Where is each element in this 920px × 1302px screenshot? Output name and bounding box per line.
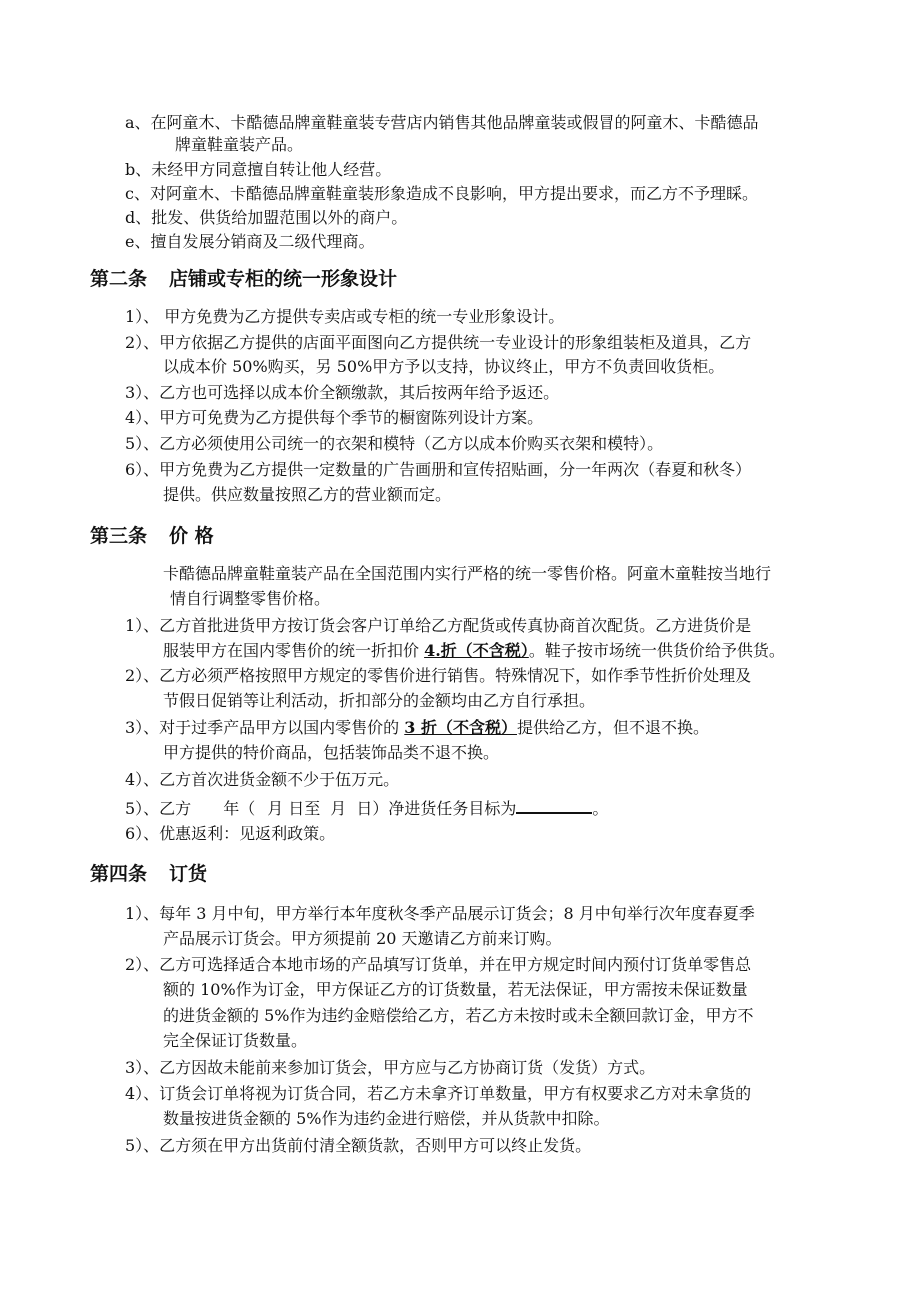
- article-2-heading: [90, 267, 397, 291]
- clause-a-line2: 牌童鞋童装产品。: [175, 135, 304, 154]
- article-3-item-5-target: 日）净进货任务目标为: [356, 799, 517, 818]
- target-blank-field: [516, 798, 592, 814]
- article-3-item-1-line1: 1）、乙方首批进货甲方按订货会客户订单给乙方配货或传真协商首次配货。乙方进货价是: [125, 616, 752, 635]
- article-4-item-2-line4: 完全保证订货数量。: [163, 1031, 308, 1050]
- article-3-number: 第三条: [90, 525, 148, 547]
- article-3-item-5-from: 月 日至: [267, 799, 321, 818]
- article-3-item-3-line1: [125, 718, 709, 738]
- article-2-title: 店铺或专柜的统一形象设计: [169, 268, 398, 290]
- clause-d: d、批发、供货给加盟范围以外的商户。: [125, 208, 408, 227]
- article-3-item-5-month: 月: [330, 799, 347, 818]
- article-3-item-5: [125, 798, 608, 819]
- article-4-item-5: 5）、乙方须在甲方出货前付清全额货款，否则甲方可以终止发货。: [125, 1136, 592, 1155]
- article-3-intro-line1: 卡酷德品牌童鞋童装产品在全国范围内实行严格的统一零售价格。阿童木童鞋按当地行: [163, 564, 772, 583]
- article-4-item-2-line3: 的进货金额的 5%作为违约金赔偿给乙方，若乙方未按时或未全额回款订金，甲方不: [163, 1006, 754, 1025]
- article-2-item-4: 4）、甲方可免费为乙方提供每个季节的橱窗陈列设计方案。: [125, 408, 544, 427]
- article-4-item-2-line2: 额的 10%作为订金，甲方保证乙方的订货数量，若无法保证，甲方需按未保证数量: [163, 980, 748, 999]
- article-3-intro-line2: 情自行调整零售价格。: [170, 589, 331, 608]
- clause-a-line1: a、在阿童木、卡酷德品牌童鞋童装专营店内销售其他品牌童装或假冒的阿童木、卡酷德品: [125, 113, 759, 132]
- article-4-item-2-line1: 2）、乙方可选择适合本地市场的产品填写订货单，并在甲方规定时间内预付订货单零售总: [125, 955, 752, 974]
- article-3-item-6: 6）、优惠返利：见返利政策。: [125, 824, 336, 843]
- clause-c: c、对阿童木、卡酷德品牌童鞋童装形象造成不良影响，甲方提出要求，而乙方不予理睬。: [125, 184, 758, 203]
- article-2-item-6-line1: 6）、甲方免费为乙方提供一定数量的广告画册和宣传招贴画，分一年两次（春夏和秋冬）: [125, 460, 752, 479]
- article-3-title: 价 格: [169, 525, 214, 547]
- article-4-item-1-line2: 产品展示订货会。甲方须提前 20 天邀请乙方前来订购。: [163, 929, 562, 948]
- article-3-item-5-party: 5）、乙方: [125, 799, 192, 818]
- article-2-item-3: 3）、乙方也可选择以成本价全额缴款，其后按两年给予返还。: [125, 383, 560, 402]
- article-4-item-3: 3）、乙方因故未能前来参加订货会，甲方应与乙方协商订货（发货）方式。: [125, 1058, 656, 1077]
- article-3-item-1-line2: [163, 641, 785, 661]
- article-3-item-4: 4）、乙方首次进货金额不少于伍万元。: [125, 770, 400, 789]
- article-3-item-5-year: 年（: [223, 799, 256, 818]
- article-4-item-1-line1: 1）、每年 3 月中旬，甲方举行本年度秋冬季产品展示订货会；8 月中旬举行次年度春夏季: [125, 904, 755, 923]
- clause-b: b、未经甲方同意擅自转让他人经营。: [125, 160, 392, 179]
- article-2-item-2-line1: 2）、甲方依据乙方提供的店面平面图向乙方提供统一专业设计的形象组装柜及道具，乙方: [125, 333, 752, 352]
- article-2-number: 第二条: [90, 268, 148, 290]
- article-3-item-1-text-end: 。鞋子按市场统一供货价给予供货。: [528, 641, 785, 660]
- article-3-heading: [90, 524, 214, 548]
- article-3-item-2-line2: 节假日促销等让利活动，折扣部分的金额均由乙方自行承担。: [163, 691, 596, 710]
- clause-e: e、擅自发展分销商及二级代理商。: [125, 232, 375, 251]
- discount-rate-4: 4.折（不含税）: [424, 641, 529, 660]
- article-2-item-5: 5）、乙方必须使用公司统一的衣架和模特（乙方以成本价购买衣架和模特）。: [125, 434, 664, 453]
- article-2-item-2-line2: 以成本价 50%购买，另 50%甲方予以支持，协议终止，甲方不负责回收货柜。: [163, 357, 725, 376]
- article-4-item-4-line2: 数量按进货金额的 5%作为违约金进行赔偿，并从货款中扣除。: [163, 1109, 610, 1128]
- article-4-title: 订货: [169, 863, 208, 885]
- article-3-item-3-text: 3）、对于过季产品甲方以国内零售价的: [125, 718, 405, 737]
- article-4-item-4-line1: 4）、订货会订单将视为订货合同，若乙方未拿齐订单数量，甲方有权要求乙方对未拿货的: [125, 1084, 752, 1103]
- article-3-item-3-line2: 甲方提供的特价商品，包括装饰品类不退不换。: [163, 743, 500, 762]
- article-3-item-2-line1: 2）、乙方必须严格按照甲方规定的零售价进行销售。特殊情况下，如作季节性折价处理及: [125, 666, 752, 685]
- article-3-item-1-text: 服装甲方在国内零售价的统一折扣价: [163, 641, 425, 660]
- discount-rate-3: 3 折（不含税）: [404, 718, 517, 737]
- article-2-item-6-line2: 提供。供应数量按照乙方的营业额而定。: [163, 485, 452, 504]
- article-2-item-1: 1）、 甲方免费为乙方提供专卖店或专柜的统一专业形象设计。: [125, 307, 565, 326]
- article-3-item-5-end: 。: [592, 799, 609, 818]
- article-4-number: 第四条: [90, 863, 148, 885]
- article-4-heading: [90, 862, 207, 886]
- article-3-item-3-text-end: 提供给乙方，但不退不换。: [517, 718, 710, 737]
